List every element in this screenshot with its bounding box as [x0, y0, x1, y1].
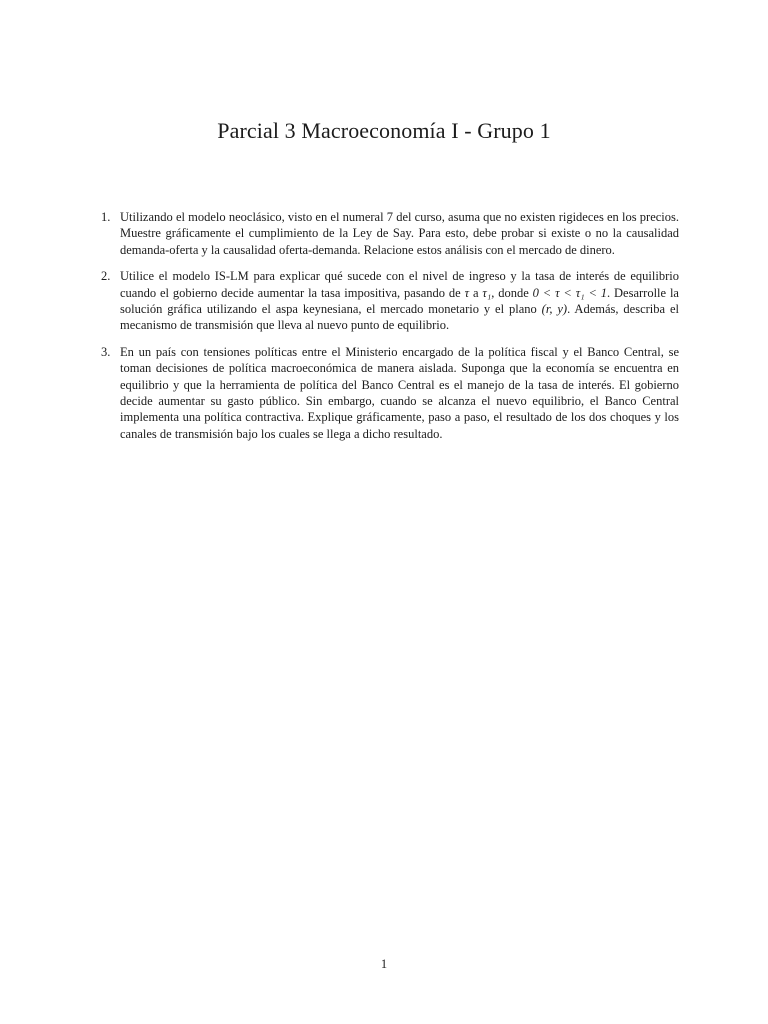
question-3	[101, 344, 679, 442]
math-expression: τ	[464, 285, 470, 300]
math-expression: 0 < τ < τ₁ < 1	[532, 285, 608, 300]
question-text-part: a	[469, 285, 483, 300]
question-text: Utilizando el modelo neoclásico, visto en el numeral 7 del curso, asuma que no existen rigideces en los precios. Muestre gráficamente el cumplimiento de la Ley de Say. Para esto, debe probar si existe o no la causalidad demanda-oferta y la causalidad oferta-demanda. Relacione estos análisis con el mercado de dinero.	[120, 210, 679, 257]
question-number: 2.	[101, 269, 111, 284]
math-expression: (r, y)	[541, 302, 568, 317]
question-text	[120, 269, 679, 332]
question-number: 1.	[101, 210, 111, 224]
page-number: 1	[380, 957, 388, 971]
question-1	[101, 209, 679, 258]
question-number: 3.	[101, 344, 111, 359]
question-text-part: . Además, describa el mecanismo de transmisión que lleva al nuevo punto de equilibrio.	[120, 302, 680, 333]
question-2	[101, 268, 679, 334]
question-text-part: Utilice el modelo IS-LM para explicar qué sucede con el nivel de ingreso y la tasa de interés de equilibrio cuando el gobierno decide aumentar la tasa impositiva, pasando de	[120, 269, 679, 300]
question-text: En un país con tensiones políticas entre el Ministerio encargado de la política fiscal y el Banco Central, se toman decisiones de política macroeconómica de manera aislada. Suponga que la economía se encuentra en equilibrio y que la herramienta de política del Banco Central es el manejo de la tasa de interés. El gobierno decide aumentar su gasto público. Sin embargo, cuando se alcanza el nuevo equilibrio, el Banco Central implementa una política contractiva. Explique gráficamente, paso a paso, el resultado de los dos choques y los canales de transmisión bajo los cuales se llega a dicho resultado.	[120, 344, 679, 441]
question-list	[101, 209, 679, 452]
math-expression: τ₁	[482, 285, 492, 300]
document-title: Parcial 3 Macroeconomía I - Grupo 1	[217, 118, 551, 143]
question-text-part: . Desarrolle la solución gráfica utilizando el aspa keynesiana, el mercado monetario y el plano	[120, 285, 679, 317]
question-text-part: , donde	[491, 285, 533, 300]
